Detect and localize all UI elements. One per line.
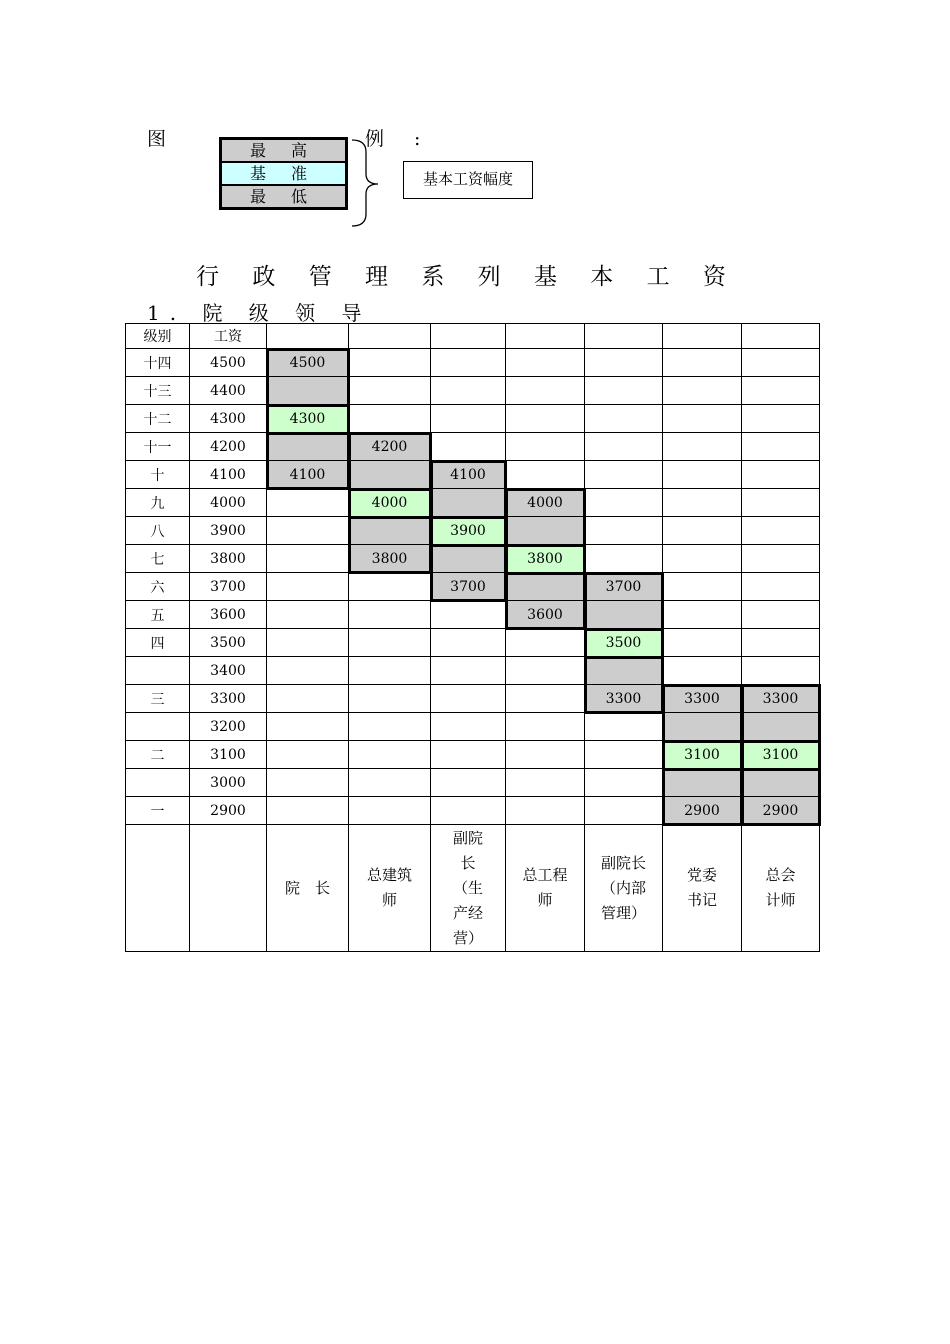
band-cell — [349, 377, 431, 405]
band-cell — [506, 685, 585, 713]
band-cell — [267, 657, 349, 685]
table-row — [126, 573, 820, 601]
table-row — [126, 545, 820, 573]
band-cell — [585, 489, 663, 517]
band-cell — [349, 517, 431, 545]
table-row — [126, 685, 820, 713]
band-cell — [585, 713, 663, 741]
band-cell — [585, 377, 663, 405]
band-cell: 3300 — [742, 685, 820, 713]
band-cell — [742, 405, 820, 433]
band-cell — [267, 601, 349, 629]
legend-low: 最 低 — [222, 186, 345, 207]
table-row — [126, 461, 820, 489]
band-cell — [506, 377, 585, 405]
band-cell — [267, 797, 349, 825]
band-cell — [585, 741, 663, 769]
salary-cell: 3800 — [190, 545, 267, 573]
salary-table — [125, 323, 820, 952]
band-cell — [349, 797, 431, 825]
band-cell — [663, 433, 742, 461]
grade-cell: 十一 — [126, 433, 190, 461]
band-cell — [663, 461, 742, 489]
band-cell — [431, 629, 506, 657]
band-cell — [431, 685, 506, 713]
band-cell — [506, 769, 585, 797]
band-cell: 4100 — [267, 461, 349, 489]
band-cell — [663, 601, 742, 629]
band-cell — [742, 545, 820, 573]
roles-empty — [190, 825, 267, 952]
salary-cell: 4500 — [190, 349, 267, 377]
band-cell — [663, 377, 742, 405]
table-row — [126, 769, 820, 797]
grade-cell — [126, 657, 190, 685]
band-cell — [742, 573, 820, 601]
band-cell — [267, 517, 349, 545]
band-cell — [506, 433, 585, 461]
band-cell — [267, 741, 349, 769]
band-cell — [663, 629, 742, 657]
band-cell: 4500 — [267, 349, 349, 377]
band-cell — [663, 405, 742, 433]
legend-high: 最 高 — [222, 140, 345, 163]
grade-cell: 八 — [126, 517, 190, 545]
band-cell — [506, 657, 585, 685]
table-row — [126, 797, 820, 825]
band-cell — [349, 461, 431, 489]
grade-cell — [126, 769, 190, 797]
band-cell — [742, 433, 820, 461]
band-cell — [663, 657, 742, 685]
salary-cell: 4100 — [190, 461, 267, 489]
band-cell — [267, 629, 349, 657]
band-cell — [663, 769, 742, 797]
band-cell — [585, 797, 663, 825]
band-cell — [267, 685, 349, 713]
position-label: 总建筑 师 — [349, 825, 431, 952]
table-row — [126, 377, 820, 405]
band-cell — [585, 769, 663, 797]
grade-cell: 五 — [126, 601, 190, 629]
band-cell — [349, 713, 431, 741]
band-cell: 3100 — [742, 741, 820, 769]
band-cell: 3800 — [349, 545, 431, 573]
table-row — [126, 601, 820, 629]
band-cell — [349, 405, 431, 433]
band-cell — [663, 545, 742, 573]
band-cell: 3600 — [506, 601, 585, 629]
brace-icon — [350, 138, 390, 228]
grade-cell: 六 — [126, 573, 190, 601]
band-cell — [267, 377, 349, 405]
position-label: 副院长 （内部 管理） — [585, 825, 663, 952]
band-cell — [742, 713, 820, 741]
grade-cell: 十三 — [126, 377, 190, 405]
roles-row — [126, 825, 820, 952]
salary-cell: 3400 — [190, 657, 267, 685]
salary-cell: 3300 — [190, 685, 267, 713]
band-cell — [742, 377, 820, 405]
band-cell — [585, 349, 663, 377]
band-cell — [663, 713, 742, 741]
header-row — [126, 324, 820, 349]
band-cell — [431, 741, 506, 769]
table-row — [126, 741, 820, 769]
band-cell — [506, 573, 585, 601]
salary-cell: 3700 — [190, 573, 267, 601]
position-label: 院 长 — [267, 825, 349, 952]
salary-cell: 3000 — [190, 769, 267, 797]
table-row — [126, 657, 820, 685]
header-salary: 工资 — [190, 324, 267, 349]
band-cell — [506, 629, 585, 657]
grade-cell: 一 — [126, 797, 190, 825]
band-cell: 3300 — [663, 685, 742, 713]
band-cell — [506, 405, 585, 433]
legend-note: 基本工资幅度 — [403, 161, 533, 199]
band-cell — [585, 405, 663, 433]
band-cell — [742, 769, 820, 797]
legend-label-right: 例 : — [365, 128, 433, 150]
grade-cell: 二 — [126, 741, 190, 769]
band-cell — [349, 349, 431, 377]
legend-label-left: 图 — [147, 128, 167, 150]
band-cell — [585, 657, 663, 685]
band-cell — [506, 797, 585, 825]
salary-cell: 3500 — [190, 629, 267, 657]
band-cell — [267, 713, 349, 741]
band-cell — [267, 433, 349, 461]
header-empty — [267, 324, 349, 349]
header-grade: 级别 — [126, 324, 190, 349]
band-cell — [431, 545, 506, 573]
band-cell — [506, 713, 585, 741]
salary-cell: 2900 — [190, 797, 267, 825]
band-cell — [349, 629, 431, 657]
band-cell: 4000 — [349, 489, 431, 517]
band-cell — [267, 489, 349, 517]
salary-cell: 3900 — [190, 517, 267, 545]
salary-cell: 4000 — [190, 489, 267, 517]
section-title: 1. 院 级 领 导 — [147, 301, 372, 325]
band-cell — [585, 601, 663, 629]
band-cell — [431, 769, 506, 797]
band-cell: 4100 — [431, 461, 506, 489]
salary-cell: 3200 — [190, 713, 267, 741]
header-empty — [431, 324, 506, 349]
band-cell — [742, 489, 820, 517]
band-cell — [349, 601, 431, 629]
roles-empty — [126, 825, 190, 952]
header-empty — [506, 324, 585, 349]
band-cell — [349, 741, 431, 769]
band-cell — [742, 629, 820, 657]
band-cell — [506, 517, 585, 545]
band-cell — [742, 517, 820, 545]
band-cell — [742, 601, 820, 629]
band-cell — [585, 433, 663, 461]
table-row — [126, 405, 820, 433]
band-cell: 2900 — [742, 797, 820, 825]
band-cell: 3300 — [585, 685, 663, 713]
band-cell — [506, 741, 585, 769]
band-cell: 3700 — [585, 573, 663, 601]
grade-cell — [126, 713, 190, 741]
band-cell — [663, 517, 742, 545]
band-cell: 3500 — [585, 629, 663, 657]
table-row — [126, 713, 820, 741]
salary-cell: 3100 — [190, 741, 267, 769]
band-cell — [663, 489, 742, 517]
table-row — [126, 489, 820, 517]
grade-cell: 七 — [126, 545, 190, 573]
salary-cell: 4400 — [190, 377, 267, 405]
header-empty — [742, 324, 820, 349]
legend-base: 基 准 — [222, 163, 345, 186]
table-row — [126, 517, 820, 545]
page-title: 行 政 管 理 系 列 基 本 工 资 — [196, 264, 739, 290]
header-empty — [663, 324, 742, 349]
grade-cell: 十 — [126, 461, 190, 489]
table-row — [126, 433, 820, 461]
band-cell — [431, 489, 506, 517]
band-cell — [585, 517, 663, 545]
legend-box — [219, 137, 348, 210]
band-cell — [431, 657, 506, 685]
band-cell — [431, 349, 506, 377]
band-cell — [431, 377, 506, 405]
grade-cell: 十四 — [126, 349, 190, 377]
band-cell — [663, 573, 742, 601]
band-cell — [431, 797, 506, 825]
band-cell — [349, 769, 431, 797]
band-cell — [585, 461, 663, 489]
band-cell — [585, 545, 663, 573]
band-cell — [431, 601, 506, 629]
position-label: 总工程 师 — [506, 825, 585, 952]
band-cell — [431, 405, 506, 433]
band-cell — [431, 433, 506, 461]
grade-cell: 十二 — [126, 405, 190, 433]
band-cell — [349, 573, 431, 601]
salary-cell: 4300 — [190, 405, 267, 433]
band-cell — [506, 349, 585, 377]
band-cell — [267, 545, 349, 573]
salary-cell: 4200 — [190, 433, 267, 461]
position-label: 副院 长 （生 产经 营） — [431, 825, 506, 952]
position-label: 总会 计师 — [742, 825, 820, 952]
band-cell: 3100 — [663, 741, 742, 769]
band-cell: 2900 — [663, 797, 742, 825]
band-cell: 3800 — [506, 545, 585, 573]
band-cell: 4200 — [349, 433, 431, 461]
band-cell — [267, 769, 349, 797]
band-cell: 4000 — [506, 489, 585, 517]
band-cell — [742, 657, 820, 685]
band-cell — [663, 349, 742, 377]
grade-cell: 九 — [126, 489, 190, 517]
position-label: 党委 书记 — [663, 825, 742, 952]
salary-cell: 3600 — [190, 601, 267, 629]
table-row — [126, 629, 820, 657]
band-cell — [742, 349, 820, 377]
band-cell — [742, 461, 820, 489]
band-cell — [349, 685, 431, 713]
band-cell: 3700 — [431, 573, 506, 601]
table-row — [126, 349, 820, 377]
band-cell — [349, 657, 431, 685]
band-cell — [431, 713, 506, 741]
band-cell: 3900 — [431, 517, 506, 545]
band-cell — [506, 461, 585, 489]
header-empty — [585, 324, 663, 349]
band-cell: 4300 — [267, 405, 349, 433]
grade-cell: 四 — [126, 629, 190, 657]
band-cell — [267, 573, 349, 601]
header-empty — [349, 324, 431, 349]
grade-cell: 三 — [126, 685, 190, 713]
